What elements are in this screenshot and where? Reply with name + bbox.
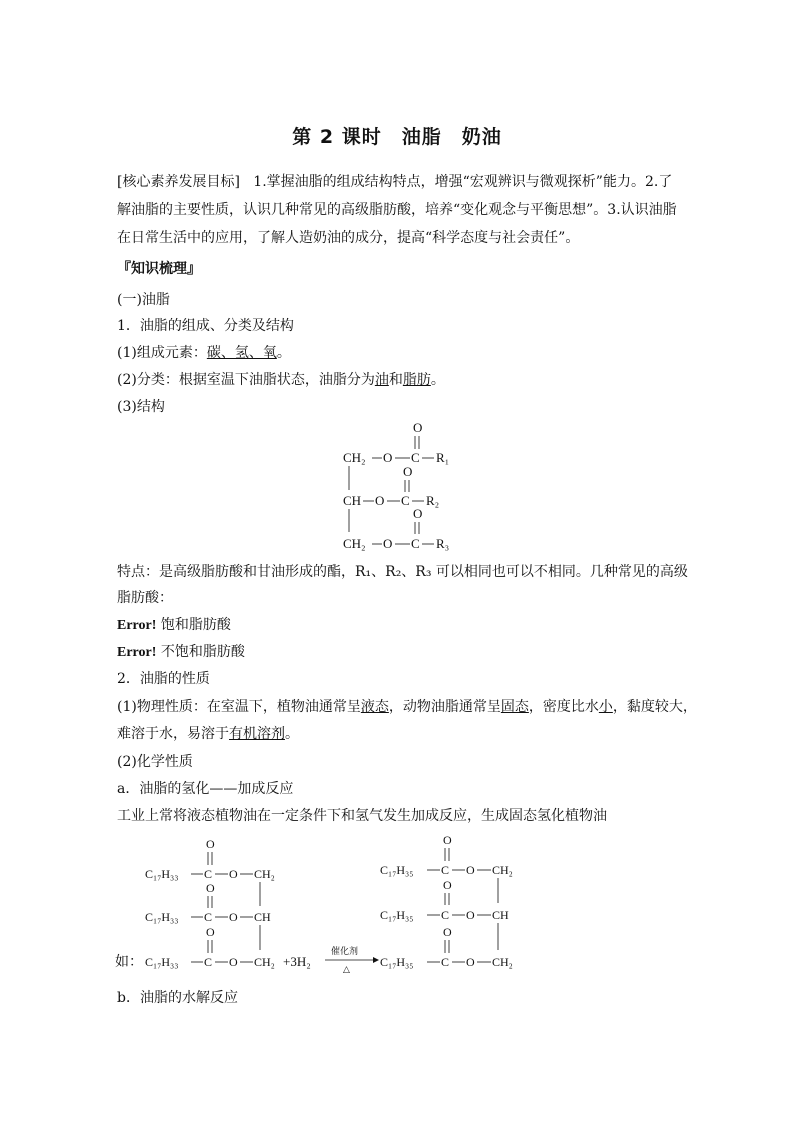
phys-a: (1)物理性质：在室温下，植物油通常呈 (117, 699, 361, 715)
phys-small: 小 (598, 699, 613, 715)
dbl-o-1: O (413, 420, 423, 435)
l-c-3: C (204, 955, 213, 969)
section-heading (117, 258, 201, 278)
plus-h2: +3H₂ (283, 954, 311, 969)
l-ch2-1: CH₂ (254, 867, 275, 881)
c-2: C (401, 493, 410, 508)
example-label: 如： (115, 955, 143, 970)
l-c-1: C (204, 867, 213, 881)
l-group-2: C₁₇H₃₃ (145, 910, 179, 924)
phys-b: ，动物油脂通常呈 (388, 699, 501, 715)
hydrolysis-heading: b．油脂的水解反应 (117, 990, 238, 1006)
r-c-1: C (441, 863, 450, 877)
hydrogenation-desc: 工业上常将液态植物油在一定条件下和氢气发生加成反应，生成固态氢化植物油 (117, 808, 607, 824)
composition-suffix: 。 (276, 345, 291, 361)
ch2-top: CH₂ (343, 450, 366, 465)
phys2-a: 难溶于水，易溶于 (117, 726, 229, 742)
l-o-2: O (229, 910, 238, 924)
subheading-composition: 1．油脂的组成、分类及结构 (117, 318, 294, 334)
r-group-3: C₁₇H₃₅ (380, 955, 414, 969)
r-dbl-o-3: O (443, 925, 452, 939)
physical-line-1 (117, 697, 697, 717)
r2: R₂ (426, 493, 440, 508)
structure-heading: (3)结构 (117, 399, 165, 415)
phys-liquid: 液态 (360, 699, 389, 715)
r-ch: CH (492, 908, 509, 922)
feature-line-1: 特点：是高级脂肪酸和甘油形成的酯，R₁、R₂、R₃ 可以相同也可以不相同。几种常见的高级 (117, 564, 688, 580)
c-3: C (411, 536, 420, 551)
r3: R₃ (436, 536, 450, 551)
class-suffix: 。 (430, 372, 445, 388)
goals-label: [核心素养发展目标] (117, 174, 240, 190)
r-c-3: C (441, 955, 450, 969)
composition-line (117, 343, 291, 363)
r-o-1: O (466, 863, 475, 877)
hydrogenation-title: a．油脂的氢化——加成反应 (117, 781, 294, 797)
class-prefix: (2)分类：根据室温下油脂状态，油脂分为 (117, 372, 375, 388)
heat-symbol: △ (343, 964, 350, 974)
page-title: 第 2 课时 油脂 奶油 (292, 126, 502, 148)
hydrogenation-equation (115, 830, 535, 976)
l-dbl-o-2: O (206, 881, 215, 895)
l-o-3: O (229, 955, 238, 969)
l-group-3: C₁₇H₃₃ (145, 955, 179, 969)
class-oil: 油 (374, 372, 389, 388)
error-label-1: Error! (117, 618, 157, 633)
triglyceride-structure (330, 418, 480, 558)
goals-line-2: 解油脂的主要性质，认识几种常见的高级脂肪酸，培养“变化观念与平衡思想”。3.认识油脂 (117, 202, 677, 218)
dbl-o-3: O (413, 506, 423, 521)
l-ch: CH (254, 910, 271, 924)
ch2-bottom: CH₂ (343, 536, 366, 551)
l-c-2: C (204, 910, 213, 924)
physical-line-2 (117, 724, 299, 744)
dbl-o-2: O (403, 464, 413, 479)
section-heading-text: 知识梳理 (131, 261, 187, 277)
error-line-2 (117, 642, 245, 663)
part1-heading: (一)油脂 (117, 292, 170, 308)
composition-prefix: (1)组成元素： (117, 345, 207, 361)
l-dbl-o-1: O (206, 837, 215, 851)
class-fat: 脂肪 (402, 372, 431, 388)
error-label-2: Error! (117, 645, 157, 660)
l-ch2-3: CH₂ (254, 955, 275, 969)
r-group-2: C₁₇H₃₅ (380, 908, 414, 922)
r-o-3: O (466, 955, 475, 969)
class-and: 和 (388, 372, 403, 388)
classification-line (117, 370, 445, 390)
feature-line-2: 脂肪酸： (117, 590, 173, 606)
phys2-b: 。 (285, 726, 299, 742)
phys-d: ，黏度较大， (612, 699, 697, 715)
ch-middle: CH (343, 493, 362, 508)
r-dbl-o-2: O (443, 878, 452, 892)
error-line-1 (117, 615, 231, 636)
phys-solid: 固态 (500, 699, 529, 715)
catalyst-label: 催化剂 (331, 946, 359, 956)
unsaturated-fatty-acid: 不饱和脂肪酸 (156, 644, 245, 660)
o-3: O (383, 536, 393, 551)
r1: R₁ (436, 450, 450, 465)
r-ch2-1: CH₂ (492, 863, 513, 877)
goals-text-1: 1.掌握油脂的组成结构特点，增强“宏观辨识与微观探析”能力。2.了 (253, 174, 673, 190)
r-dbl-o-1: O (443, 833, 452, 847)
o-2: O (375, 493, 385, 508)
r-c-2: C (441, 908, 450, 922)
saturated-fatty-acid: 饱和脂肪酸 (156, 617, 231, 633)
c-1: C (411, 450, 420, 465)
l-o-1: O (229, 867, 238, 881)
bracket-close-icon: 』 (187, 261, 201, 277)
l-dbl-o-3: O (206, 925, 215, 939)
phys-c: ，密度比水 (528, 699, 599, 715)
chemical-heading: (2)化学性质 (117, 754, 193, 770)
r-o-2: O (466, 908, 475, 922)
r-group-1: C₁₇H₃₅ (380, 863, 414, 877)
subheading-properties: 2．油脂的性质 (117, 671, 210, 687)
composition-elements: 碳、氢、氧 (206, 345, 277, 361)
goals-line-1 (117, 172, 672, 192)
phys2-solvent: 有机溶剂 (229, 726, 285, 742)
l-group-1: C₁₇H₃₃ (145, 867, 179, 881)
r-ch2-3: CH₂ (492, 955, 513, 969)
bracket-open-icon: 『 (117, 261, 131, 277)
o-1: O (383, 450, 393, 465)
goals-line-3: 在日常生活中的应用，了解人造奶油的成分，提高“科学态度与社会责任”。 (117, 230, 580, 246)
